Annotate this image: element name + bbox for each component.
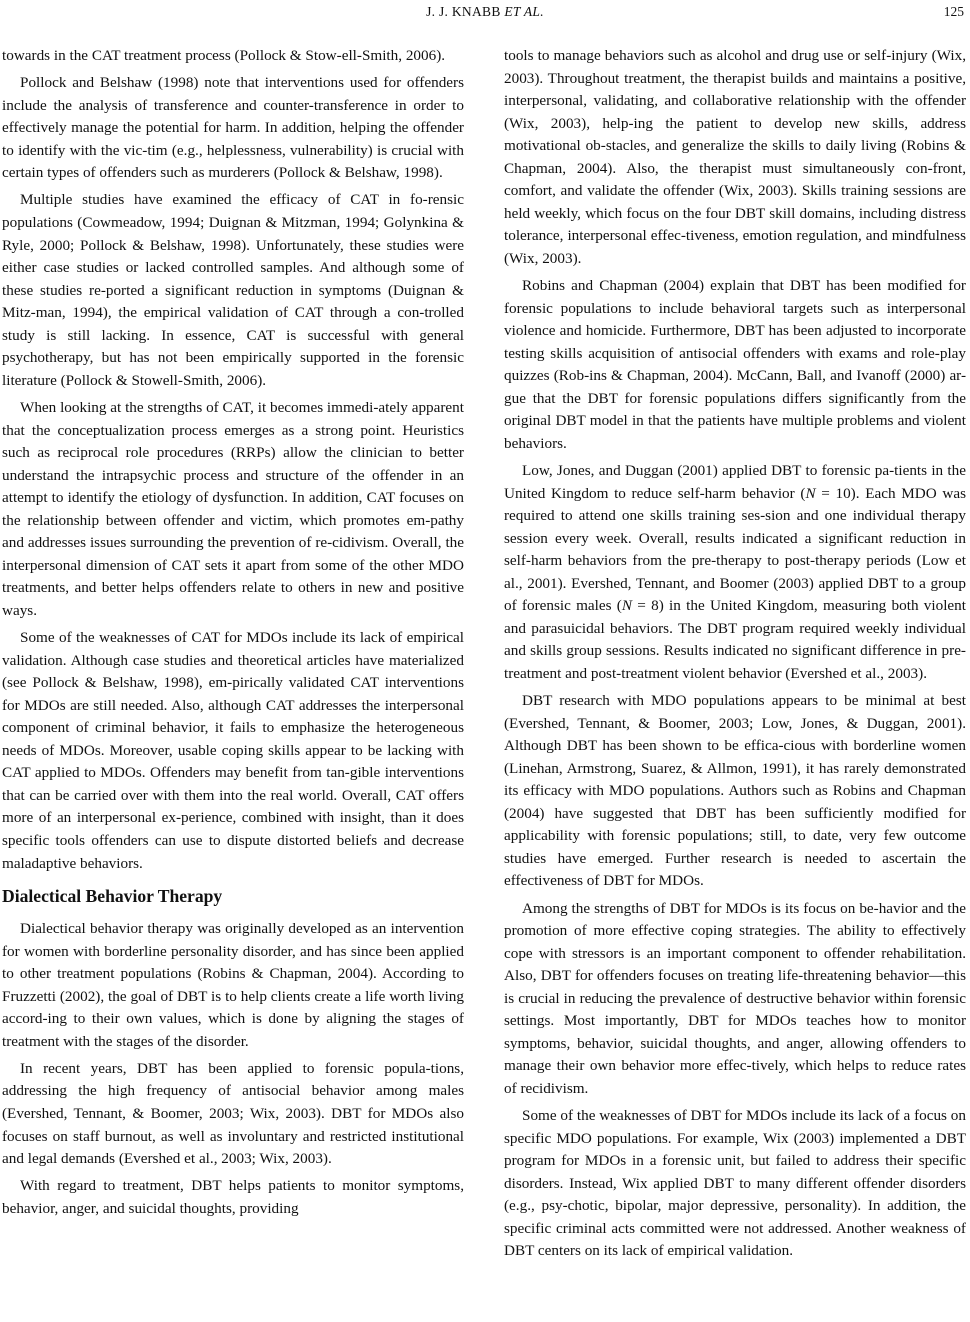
paragraph: Some of the weaknesses of CAT for MDOs include its lack of empirical validation. Although case studies and theoretical articles have materialized (see Pollock & Belshaw, 1998), em-pirically validated CAT interventions for MDOs are still needed. Also, although CAT addresses the interpersonal component of criminal behavior, it fails to emphasize the heterogeneous needs of MDOs. Moreover, usable coping skills appear to be lacking with CAT applied to MDOs. Offenders may benefit from tan-gible interventions that can be carried over with them into the real world. Overall, CAT offers more of an interpersonal ex-perience, combined with insight, than it does specific tools offenders can use to dispute distorted beliefs and decrease maladaptive behaviors. bbox=[2, 629, 464, 872]
italic-n: N bbox=[621, 597, 633, 615]
paragraph: With regard to treatment, DBT helps patients to monitor symptoms, behavior, anger, and suicidal thoughts, providing bbox=[2, 1177, 464, 1217]
paragraph: When looking at the strengths of CAT, it becomes immedi-ately apparent that the conceptualization process emerges as a strong point. Heuristics such as reciprocal role procedures (RRPs) allow the clinician to better understand the intrapsychic process and structure of the offender in an attempt to identify the etiology of dysfunction. In addition, CAT focuses on the relationship between offender and victim, which promotes em-pathy and addresses issues surrounding the prevention of re-cidivism. Overall, the interpersonal dimension of CAT sets it apart from some of the other MDO treatments, and better helps offenders relate to others in new and positive ways. bbox=[2, 398, 464, 619]
page-header bbox=[0, 0, 970, 24]
paragraph: DBT research with MDO populations appears to be minimal at best (Evershed, Tennant, & Boomer, 2003; Low, Jones, & Duggan, 2001). Although DBT has been shown to be effica-cious with borderline women (Linehan, Armstrong, Suarez, & Allmon, 1991), it has rarely demonstrated its efficacy with MDO populations. Authors such as Robins and Chapman (2004) have suggested that DBT has been sufficiently modified for applicability with forensic populations; still, to date, very few outcome studies have emerged. Further research is needed to ascertain the effectiveness of DBT for MDOs. bbox=[504, 692, 966, 890]
paragraph: Multiple studies have examined the efficacy of CAT in fo-rensic populations (Cowmeadow, 1994; Duignan & Mitzman, 1994; Golynkina & Ryle, 2000; Pollock & Belshaw, 1998). Unfortunately, these studies were either case studies or lacked controlled samples. And although some of these studies re-ported a significant reduction in symptoms (Duignan & Mitz-man, 1994), the empirical validation of CAT through a con-trolled study is still lacking. In essence, CAT is successful with general psychotherapy, but has not been empirically supported in the forensic literature (Pollock & Stowell-Smith, 2006). bbox=[2, 191, 464, 389]
paragraph: Dialectical behavior therapy was originally developed as an intervention for women with borderline personality disorder, and has since been applied to other treatment populations (Robins & Chapman, 2004). According to Fruzzetti (2002), the goal of DBT is to help clients create a life worth living accord-ing to their own values, which is done by aligning the stages of treatment with the stages of the disorder. bbox=[2, 920, 464, 1050]
running-head bbox=[0, 2, 970, 22]
text-run: Low, Jones, and Duggan (2001) applied DBT to forensic pa-tients in the United Kingdom to reduce self-harm behavior ( bbox=[504, 462, 966, 502]
paragraph: Pollock and Belshaw (1998) note that interventions used for offenders include the analysis of transference and counter-transference in order to effectively manage the potential for harm. In addition, helping the offender to identify with the vic-tim (e.g., helplessness, vulnerability) is crucial with certain types of offenders such as murderers (Pollock & Belshaw, 1998). bbox=[2, 74, 464, 182]
paragraph: towards in the CAT treatment process (Pollock & Stow-ell-Smith, 2006). bbox=[2, 47, 446, 64]
paragraph bbox=[504, 460, 966, 685]
paragraph: In recent years, DBT has been applied to forensic popula-tions, addressing the high frequency of antisocial behavior among males (Evershed, Tennant, & Boomer, 2003; Wix, 2003). DBT for MDOs also focuses on staff burnout, as well as involuntary and restricted institutional and legal demands (Evershed et al., 2003; Wix, 2003). bbox=[2, 1059, 464, 1168]
text-run: = 8) in the United Kingdom, measuring both violent and parasuicidal behaviors. The DBT program required weekly individual and skills group sessions. Results indicated no significant difference in pre-treatment and post-treatment violent behavior (Evershed et al., 2003). bbox=[504, 597, 966, 682]
text-run: = 10). Each MDO was required to attend one skills training ses-sion and one individual therapy session every week. Overall, results indicated a significant reduction in self-harm behaviors from the pre-therapy to post-therapy periods (Low et al., 2001). Evershed, Tennant, and Boomer (2003) applied DBT to a group of forensic males ( bbox=[504, 484, 966, 615]
paragraph: Among the strengths of DBT for MDOs is its focus on be-havior and the promotion of more effective coping strategies. The ability to effectively cope with stressors is an important component to offender rehabilitation. Also, DBT for offenders focuses on treating life-threatening behavior—this is crucial in reducing the prevalence of destructive behavior within forensic settings. Most importantly, DBT for MDOs teaches how to monitor symptoms, behavior, suicidal thoughts, and anger, allowing offenders to manage their own behavior more effec-tively, which helps to reduce rates of recidivism. bbox=[504, 899, 966, 1097]
paragraph: tools to manage behaviors such as alcohol and drug use or self-injury (Wix, 2003). Throughout treatment, the therapist builds and maintains a positive, interpersonal, validating, and collaborative relationship with the offender (Wix, 2003), help-ing the patient to develop new skills, address motivational ob-stacles, and generalize the skills to daily living (Robins & Chapman, 2004). Also, the therapist must simultaneously con-front, comfort, and validate the offender (Wix, 2003). Skills training sessions are held weekly, which focus on the four DBT skill domains, including distress tolerance, interpersonal effec-tiveness, emotion regulation, and mindfulness (Wix, 2003). bbox=[504, 47, 966, 267]
left-column bbox=[2, 45, 464, 1225]
right-column bbox=[504, 45, 966, 1268]
running-head-etal: ET AL. bbox=[504, 4, 544, 19]
paragraph: Robins and Chapman (2004) explain that DBT has been modified for forensic populations to include behavioral targets such as interpersonal violence and homicide. Furthermore, DBT has been adjusted to incorporate testing skills acquisition of antisocial offenders with exams and role-play quizzes (Rob-ins & Chapman, 2004). McCann, Ball, and Ivanoff (2000) ar-gue that the DBT for forensic populations differs significantly from the original DBT model in that the patients have multiple problems and violent behaviors. bbox=[504, 277, 966, 452]
paragraph: Some of the weaknesses of DBT for MDOs include its lack of a focus on specific MDO populations. For example, Wix (2003) implemented a DBT program for MDOs in a forensic unit, but failed to address their specific disorders. Instead, Wix applied DBT to many different offender disorders (e.g., psy-chotic, bipolar, major depressive, personality). In addition, the specific criminal acts committed were not addressed. Another weakness of DBT centers on its lack of empirical validation. bbox=[504, 1107, 966, 1260]
section-heading: Dialectical Behavior Therapy bbox=[2, 886, 223, 907]
running-head-authors: J. J. KNABB bbox=[426, 4, 505, 19]
page-number: 125 bbox=[943, 4, 964, 19]
italic-n: N bbox=[805, 484, 816, 502]
